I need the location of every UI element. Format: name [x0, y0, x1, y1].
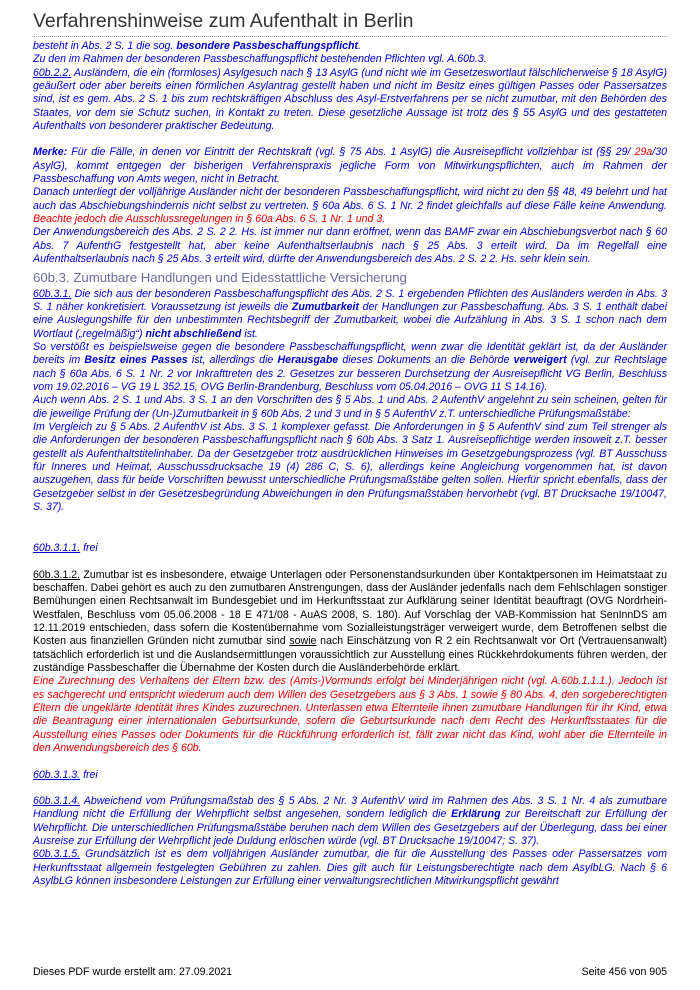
emphasis: besondere Passbeschaffungspflicht [176, 40, 359, 52]
paragraph [33, 53, 667, 66]
paragraph-60b-2-2 [33, 67, 667, 134]
text-run: Auch wenn Abs. 2 S. 1 und Abs. 3 S. 1 an den Vorschriften des § 5 Abs. 1 und Abs. 2 AufenthV angelehnt zu sein scheinen, gelten für die jeweilige Prüfung der (Un-)Zumutbarkeit in § 60b Abs. 2 und 3 und in § 5 AufenthV z.T. unterschiedliche Prüfungsmaßstäbe: [33, 394, 667, 420]
text-run: Im Vergleich zu § 5 Abs. 2 AufenthV ist Abs. 3 S. 1 komplexer gefasst. Die Anforderungen in § 5 AufenthV sind zum Teil strenger als die Anforderungen der besonderen Passbeschaffungspflicht nach § 60b Abs. 3 Satz 1. Ausreisepflichtige werden insoweit z.T. besser gestellt als Aufenthaltstitelinhaber. Da der Gesetzgeber trotz ausdrücklichen Hinweises im Gesetzgebungsprozess (vgl. BT Ausschuss für Inneres und Heimat, Ausschussdrucksache 19 (4) 286 C, S. 6), allerdings keine Angleichung vorgenommen hat, ist davon auszugehen, dass für beide Vorschriften bewusst unterschiedliche Prüfungsmaßstäbe gelten sollen. Hierfür spricht ebenfalls, dass der Gesetzgeber selbst in der Gesetzesbegründung Abweichungen in den Prüfungsmaßstäben hervorhebt (vgl. BT Drucksache 19/10047, S. 37). [33, 420, 667, 513]
paragraph-60b-3-1 [33, 288, 667, 341]
paragraph [33, 394, 667, 421]
text-run: Zu den im Rahmen der besonderen Passbeschaffungspflicht bestehenden Pflichten vgl. A.60b.3. [33, 53, 487, 66]
paragraph-minors [33, 675, 667, 755]
paragraph [33, 186, 667, 226]
section-number-link[interactable]: 60b.3.1.2. [33, 568, 81, 581]
text-run: Abweichend vom Prüfungsmaßstab des § 5 Abs. 2 Nr. 3 AufenthV wird im Rahmen des Abs. 3 S. 1 Nr. 4 als zumutbare Handlung nicht die Erfüllung der Wehrpflicht selbst angesehen, sondern lediglich die [33, 794, 667, 821]
text-run: Der Anwendungsbereich des Abs. 2 S. 2 2. Hs. ist immer nur dann eröffnet, wenn das BAMF zwar ein Abschiebungsverbot nach § 60 Abs. 7 AufenthG festgestellt hat, aber keine Aufenthaltserlaubnis nach § 25 Abs. 3 erteilt wird. Da im Regelfall eine Aufenthaltserlaubnis nach § 25 Abs. 3 erteilt wird, dürfte der Anwendungsbereich des Abs. 2 S. 2 2. Hs. sehr klein sein. [33, 226, 667, 266]
emphasis: verweigert [513, 354, 567, 367]
text-run: 29a [634, 146, 653, 159]
text-run: /30 AsylG), kommt entgegen der bisherigen Verfahrenspraxis jegliche Form von Mitwirkungspflichten, auch im Rahmen der Passbeschaffung von Amts wegen, nicht in Betracht. [33, 146, 667, 186]
section-number-link[interactable]: 60b.3.1.1. [33, 542, 81, 555]
text-run: frei [80, 542, 98, 555]
paragraph-60b-3-1-5 [33, 848, 667, 888]
page-title: Verfahrenshinweise zum Aufenthalt in Berlin [33, 10, 414, 32]
paragraph-60b-3-1-2 [33, 569, 667, 676]
text-run: der Handlungen zur Passbeschaffung. Abs. 3 S. 1 enthält dabei eine Auslegungshilfe für den unbestimmten Rechtsbegriff der Zumutbarkeit, wobei die Aufzählung in Abs. 3 S. 1 schon nach dem Wortlaut („regelmäßig“) [33, 300, 667, 340]
text-run: Für die Fälle, in denen vor Eintritt der Rechtskraft (vgl. § 75 Abs. 1 AsylG) die Ausreisepflicht vollziehbar ist (§§ 29/ [67, 146, 635, 159]
text-run: . [358, 40, 361, 52]
text-run: (vgl. zur Rechtslage nach § 60a Abs. 6 S. 1 Nr. 2 vor Inkrafttreten des 2. Gesetzes zur besseren Durchsetzung der Ausreisepflicht VG Berlin, Beschluss vom 19.02.2016 – VG 19 L 352.15, OVG Berlin-Brandenburg, Beschluss vom 05.04.2016 – OVG 11 S 14.16). [33, 354, 668, 393]
text-run: dieses Dokuments an die Behörde [338, 354, 514, 367]
page-number: Seite 456 von 905 [581, 966, 667, 978]
section-number-link[interactable]: 60b.3.1.3. [33, 768, 81, 781]
creation-date: Dieses PDF wurde erstellt am: 27.09.2021 [33, 966, 233, 978]
text-run: Zumutbar ist es insbesondere, etwaige Unterlagen oder Personenstandsurkunden über Kontaktpersonen im Heimatstaat zu beschaffen. Dabei gehört es auch zu den zumutbaren Anstrengungen, dass der Ausländer jedenfalls nach dem Fehlschlagen sonstiger Bemühungen einen Rechtsanwalt im Bundesgebiet und im Herkunftsstaat zur Aufklärung seiner Identität beauftragt (OVG Nordrhein-Westfalen, Beschluss vom 05.06.2008 - 18 E 471/08 - AuAS 2008, S. 180). Auf Vorschlag der VAB-Kommission hat SenInnDS am 12.11.2019 entschieden, dass sofern die Kostenübernahme vom Sozialleistungsträger verweigert wurde, dem Betroffenen selbst die Kosten aus finanziellen Gründen nicht zumutbar sind [33, 568, 667, 648]
section-number-link[interactable]: 60b.3.1.4. [33, 794, 81, 807]
section-heading-60b-3: 60b.3. Zumutbare Handlungen und Eidesstattliche Versicherung [33, 269, 407, 285]
emphasis: nicht abschließend [145, 327, 242, 340]
paragraph [33, 40, 667, 53]
paragraph [33, 341, 667, 394]
section-number-link[interactable]: 60b.3.1.5. [33, 848, 81, 861]
emphasis: Merke: [33, 146, 68, 159]
paragraph-60b-3-1-4 [33, 795, 667, 848]
page-footer [33, 966, 667, 978]
page-header [33, 8, 667, 37]
text-run: So verstößt es beispielsweise gegen die besondere Passbeschaffungspflicht, wenn zwar die Identität geklärt ist, da der Ausländer bereits im [33, 340, 667, 367]
emphasis: Herausgabe [277, 354, 339, 367]
text-run: besteht in Abs. 2 S. 1 die sog. [33, 40, 177, 52]
note-merke [33, 146, 667, 186]
section-number-link[interactable]: 60b.2.2. [33, 66, 72, 79]
text-run: Beachte jedoch die Ausschlussregelungen in § 60a Abs. 6 S. 1 Nr. 1 und 3. [33, 213, 386, 226]
text-run: Die sich aus der besonderen Passbeschaffungspflicht des Abs. 2 S. 1 ergebenden Pflichten des Ausländers werden in Abs. 3 S. 1 näher konkretisiert. Voraussetzung ist jeweils die [33, 287, 667, 313]
text-run: Eine Zurechnung des Verhaltens der Eltern bzw. des (Amts-)Vormunds erfolgt bei Minderjährigen nicht (vgl. A.60b.1.1.1.). Jedoch ist es sachgerecht und entspricht wiederum auch dem Willen des Gesetzgebers aus § 3 Abs. 1 sowie § 80 Abs. 4, den sorgeberechtigten Eltern die ungeklärte Identität ihres Kindes zuzurechnen. Unterlassen etwa Elternteile ihnen zumutbare Handlungen für ihr Kind, etwa die Beantragung einer internationalen Geburtsurkunde, sofern die Geburtsurkunde nach dem Recht des Herkunftsstaates für die Ausstellung eines Passes oder Dokuments für die Rückführung erforderlich ist, fällt zwar nicht das Kind, wohl aber die Elternteile in den Anwendungsbereich des § 60b. [33, 675, 667, 755]
text-run: frei [80, 768, 98, 781]
paragraph-60b-3-1-3 [33, 769, 667, 782]
paragraph [33, 226, 667, 266]
document-body [33, 40, 667, 888]
text-run: ist. [241, 327, 258, 340]
text-run: Grundsätzlich ist es dem volljährigen Ausländer zumutbar, die für die Ausstellung des Passes oder Passersatzes vom Herkunftsstaat allgemein festgelegten Gebühren zu zahlen. Dies gilt auch für Leistungsberechtigte nach dem AsylbLG. Nach § 6 AsylbLG können insbesondere Leistungen zur Erfüllung einer verwaltungsrechtlichen Mitwirkungspflicht gewährt [33, 848, 667, 887]
text-run: Ausländern, die ein (formloses) Asylgesuch nach § 13 AsylG (und nicht wie im Gesetzeswortlaut fälschlicherweise § 18 AsylG) geäußert oder aber bereits einen förmlichen Asylantrag gestellt haben und nicht im Besitz eines gültigen Passes oder Passersatzes sind, ist es gem. Abs. 2 S. 1 bis zum rechtskräftigen Abschluss des Asyl-Erstverfahrens per se nicht zumutbar, mit den Behörden des Staates, vor dem sie Schutz suchen, in Kontakt zu treten. Diese gesetzliche Aussage ist trotz des § 55 AsylG und des gestatteten Aufenthalts von besonderer praktischer Bedeutung. [33, 66, 667, 133]
paragraph-60b-3-1-1 [33, 542, 667, 555]
emphasis: Zumutbarkeit [291, 300, 359, 313]
paragraph [33, 421, 667, 514]
section-number-link[interactable]: sowie [289, 635, 317, 648]
text-run: Danach unterliegt der volljährige Ausländer nicht der besonderen Passbeschaffungspflicht, wird nicht zu den §§ 48, 49 belehrt und hat auch das Abschiebungshindernis nicht selbst zu vertreten. § 60a Abs. 6 S. 1 Nr. 2 findet gleichfalls auf diese Fälle keine Anwendung. [33, 186, 667, 212]
emphasis: Besitz eines Passes [84, 354, 188, 367]
section-number-link[interactable]: 60b.3.1. [33, 287, 72, 300]
emphasis: Erklärung [451, 808, 501, 821]
text-run: ist, allerdings die [187, 354, 278, 367]
text-run: nach Einschätzung von R 2 ein Rechtsanwalt vor Ort (Vertrauensanwalt) tatsächlich erforderlich ist und die Auslandsermittlungen voraussichtlich zur Ausstellung eines Rückkehrdokuments führen werden, der zuständige Passbeschaffer die Übernahme der Kosten durch die Ausländerbehörde erklärt. [33, 635, 667, 675]
text-run: zur Bereitschaft zur Erfüllung der Wehrpflicht. Die unterschiedlichen Prüfungsmaßstäbe beruhen nach dem Willen des Gesetzgebers auf der Überlegung, dass bei einer Ausreise zur Erfüllung der Wehrpflicht jede Duldung erlöschen würde (vgl. BT Drucksache 19/10047; S. 37). [33, 808, 667, 847]
